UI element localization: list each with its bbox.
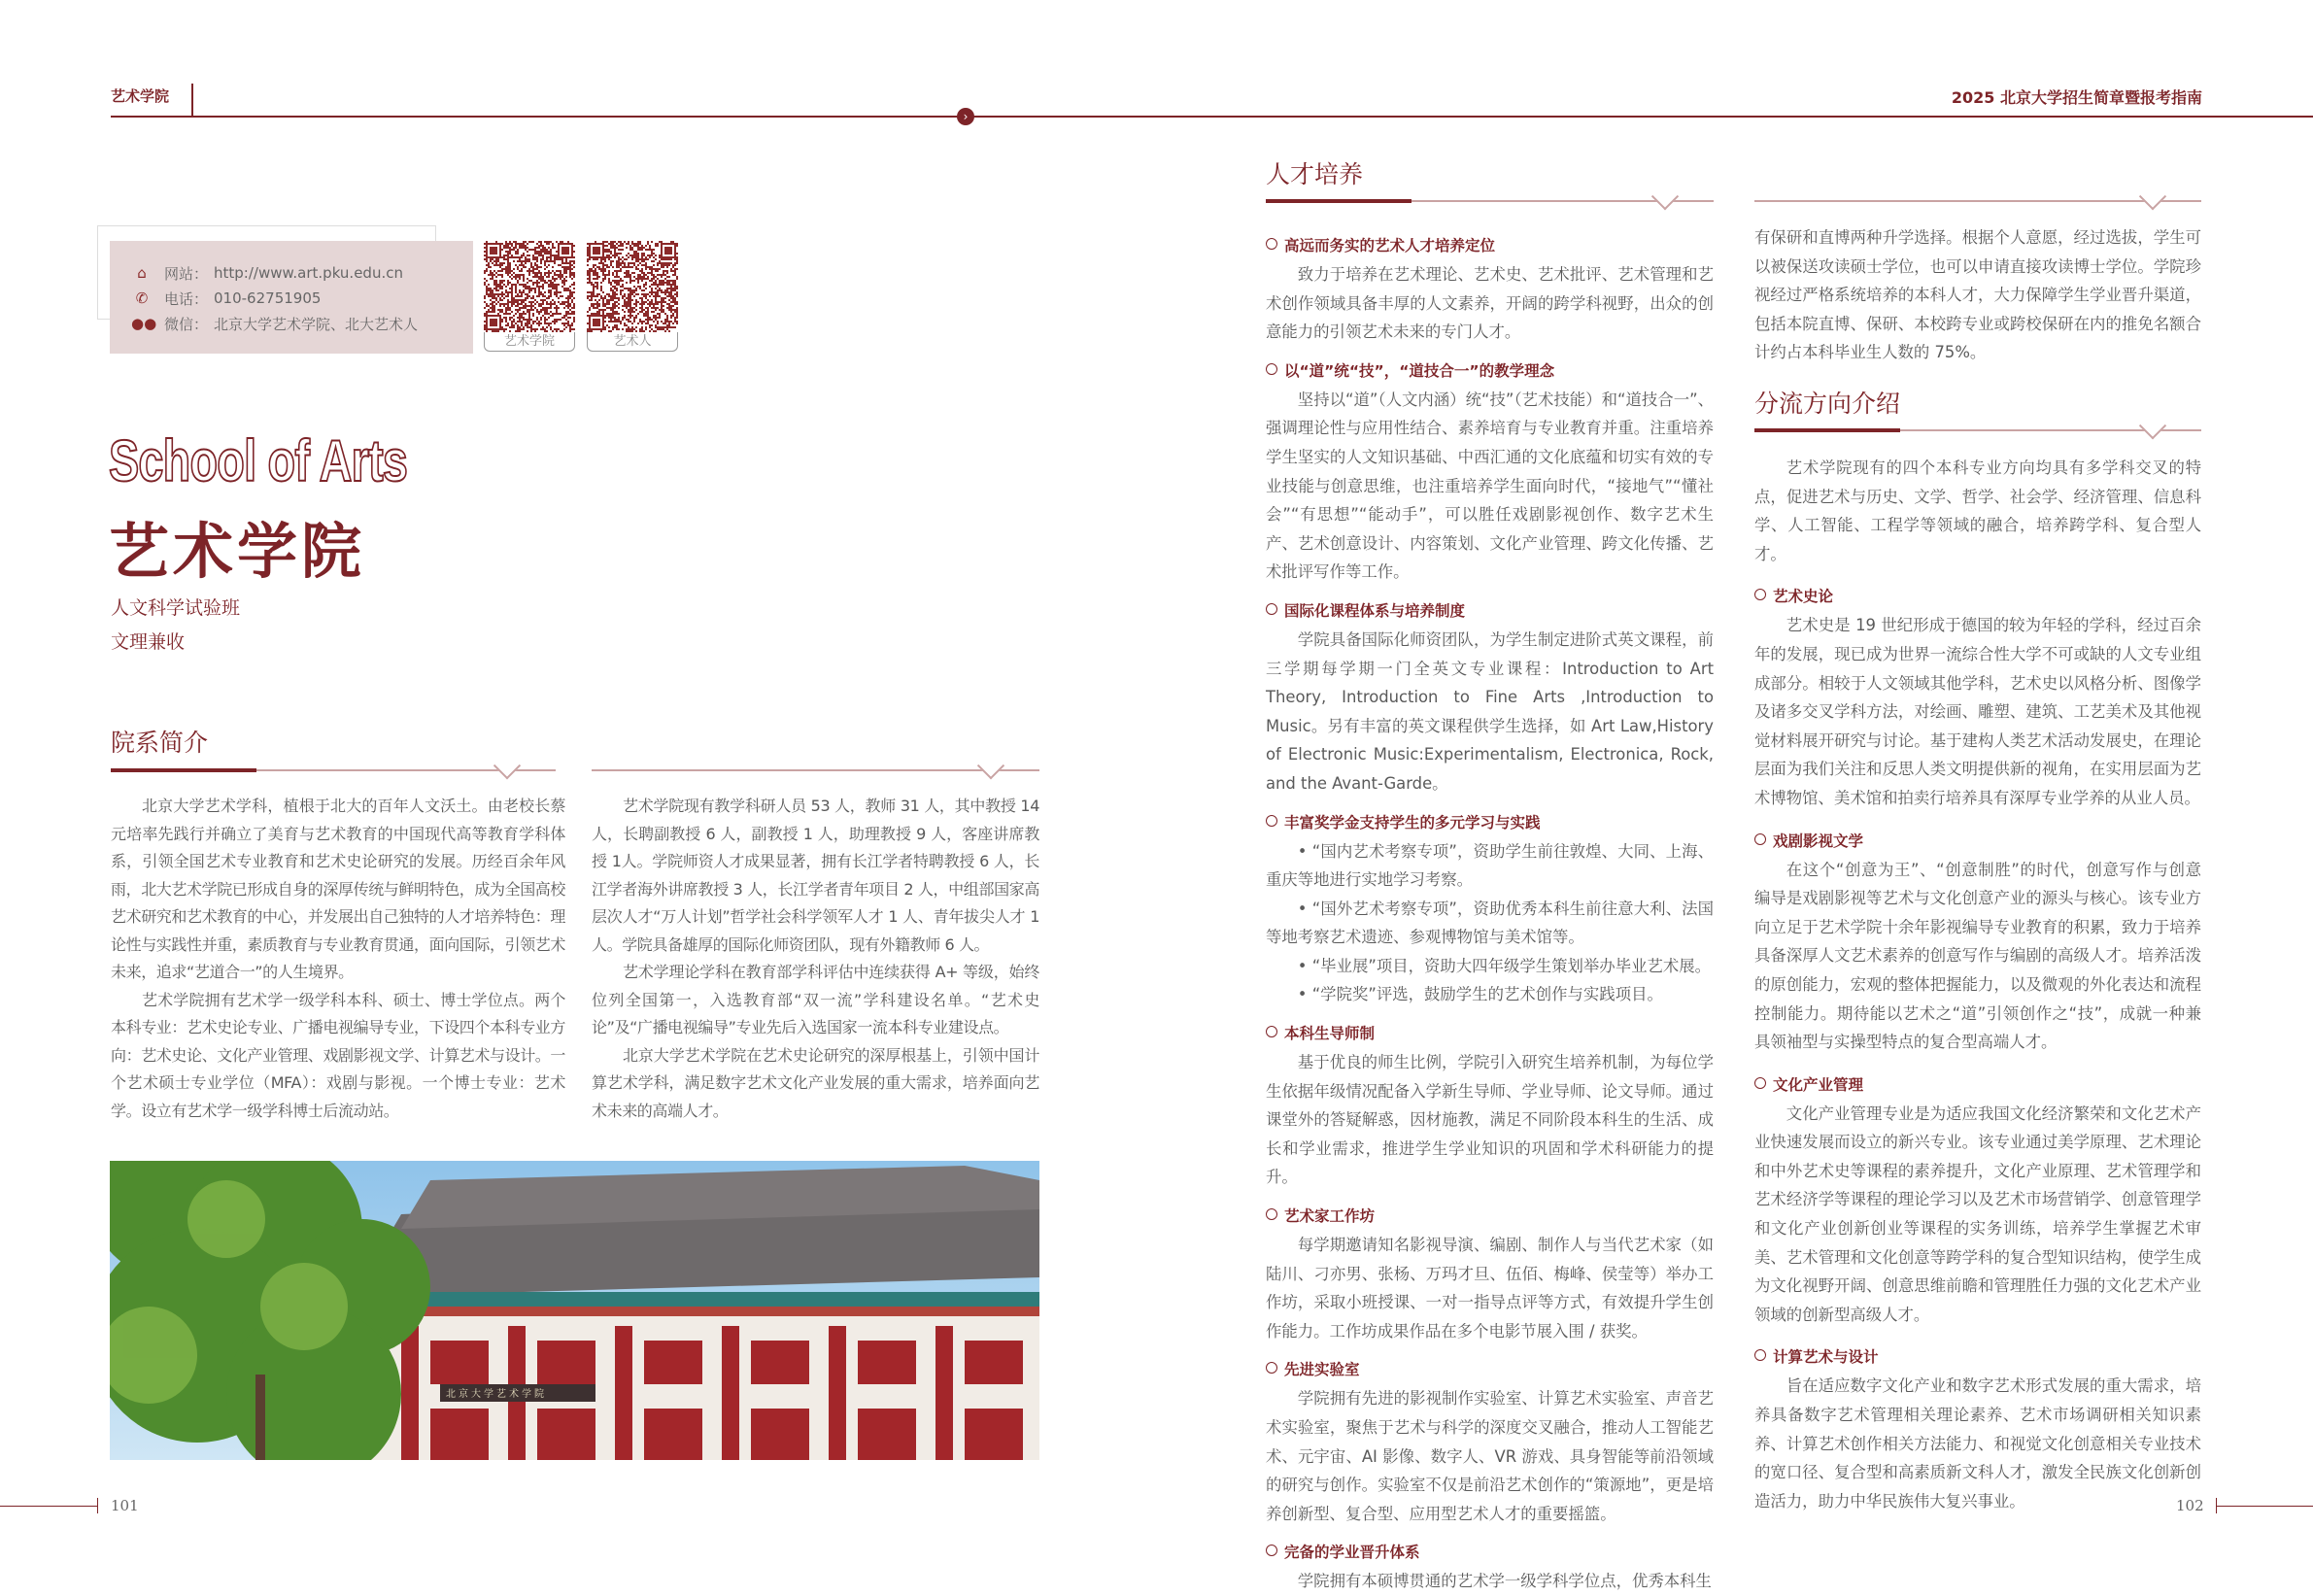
intro-column-2 — [592, 793, 1039, 1125]
talent-column — [1266, 221, 1714, 1596]
website-label: 网站： — [164, 264, 209, 283]
contact-phone — [131, 286, 473, 311]
phone-label: 电话： — [164, 289, 209, 308]
section-heading-talent: 人才培养 — [1266, 160, 1364, 188]
subsection-heading — [1266, 1540, 1714, 1565]
circle-bullet-icon — [1266, 363, 1277, 375]
subsection-heading — [1266, 810, 1714, 835]
contact-wechat — [131, 311, 473, 336]
subsection-heading — [1266, 598, 1714, 624]
contact-box — [110, 241, 473, 354]
subsection-title: 高远而务实的艺术人才培养定位 — [1284, 237, 1496, 255]
subsection-paragraph: 学院具备国际化师资团队，为学生制定进阶式英文课程，前三学期每学期一门全英文专业课程：Introduction to Art Theory, Introduction to Fine Arts ,Introduction to Music。另有丰富的英文课程供学生选择，如 Art Law,History of Electronic Music:Experimentalism, Electronica, Rock, and the Avant-Garde。 — [1266, 629, 1714, 793]
bullet-dot-icon: • — [1297, 956, 1312, 975]
subsection-title: 先进实验室 — [1284, 1361, 1360, 1379]
running-header-left: 艺术学院 — [111, 87, 170, 105]
subsection-heading — [1266, 1021, 1714, 1046]
subsection-title: 国际化课程体系与培养制度 — [1284, 601, 1466, 620]
section-rule — [1754, 429, 2201, 431]
campus-building-photo — [110, 1161, 1039, 1460]
bullet-text: “学院奖”评选，鼓励学生的艺术创作与实践项目。 — [1311, 985, 1663, 1004]
tracks-intro: 艺术学院现有的四个本科专业方向均具有多学科交叉的特点，促进艺术与历史、文学、哲学、社会学、经济管理、信息科学、人工智能、工程学等领域的融合，培养跨学科、复合型人才。 — [1754, 458, 2201, 563]
qr-label: 艺术学院 — [484, 332, 575, 352]
bullet-item — [1266, 980, 1714, 1009]
subsection-heading — [1754, 1072, 2201, 1098]
page-number-left: 101 — [111, 1497, 139, 1514]
section-rule — [1266, 200, 1714, 202]
subsection-paragraph: 文化产业管理专业是为适应我国文化经济繁荣和文化艺术产业快速发展而设立的新兴专业。该专业通过美学原理、艺术理论和中外艺术史等课程的素养提升，文化产业原理、艺术管理学和艺术经济学等课程的理论学习以及艺术市场营销学、创意管理学和文化产业创新创业等课程的实务训练，培养学生掌握艺术审美、艺术管理和文化创意等跨学科的复合型知识结构，使学生成为文化视野开阔、创意思维前瞻和管理胜任力强的文化艺术产业领域的创新型高级人才。 — [1754, 1104, 2201, 1324]
english-title: School of Arts — [109, 428, 408, 493]
program-tag: 人文科学试验班 — [111, 597, 241, 619]
subsection-paragraph: 致力于培养在艺术理论、艺术史、艺术批评、艺术管理和艺术创作领域具备丰厚的人文素养，开阔的跨学科视野，出众的创意能力的引领艺术未来的专门人才。 — [1266, 265, 1714, 342]
qr-code-icon — [587, 241, 678, 332]
wechat-icon: ●● — [131, 315, 157, 332]
bullet-dot-icon: • — [1297, 841, 1312, 861]
chevron-down-icon — [977, 752, 1004, 779]
intro-paragraph: 北京大学艺术学院在艺术史论研究的深厚根基上，引领中国计算艺术学科，满足数字艺术文化产业发展的重大需求，培养面向艺术未来的高端人才。 — [592, 1045, 1039, 1120]
qr-code-art-people[interactable] — [587, 241, 678, 354]
chevron-down-icon — [2139, 183, 2166, 210]
circle-bullet-icon — [1754, 1077, 1766, 1089]
intro-paragraph: 北京大学艺术学科，植根于北大的百年人文沃土。由老校长蔡元培率先践行并确立了美育与艺术教育的中国现代高等教育学科体系，引领全国艺术专业教育和艺术史论研究的发展。历经百余年风雨，北大艺术学院已形成自身的深厚传统与鲜明特色，成为全国高校艺术研究和艺术教育的中心，并发展出自己独特的人才培养特色：理论性与实践性并重，素质教育与专业教育贯通，面向国际，引领艺术未来，追求“艺道合一”的人生境界。 — [111, 797, 566, 981]
subsection-heading — [1754, 584, 2201, 609]
chevron-down-icon — [493, 752, 521, 779]
bullet-dot-icon: • — [1297, 985, 1312, 1004]
home-icon: ⌂ — [137, 264, 147, 282]
bullet-text: “国外艺术考察专项”，资助优秀本科生前往意大利、法国等地考察艺术遗迹、参观博物馆与美术馆等。 — [1266, 899, 1714, 947]
subsection-title: 以“道”统“技”，“道技合一”的教学理念 — [1284, 361, 1555, 380]
circle-bullet-icon — [1266, 815, 1277, 827]
qr-label: 艺术人 — [587, 332, 678, 352]
subsection-title: 戏剧影视文学 — [1773, 832, 1864, 850]
subsection-paragraph: 学院拥有本硕博贯通的艺术学一级学科学位点，优秀本科生 — [1297, 1572, 1712, 1591]
subsection-paragraph: 学院拥有先进的影视制作实验室、计算艺术实验室、声音艺术实验室，聚焦于艺术与科学的深度交叉融合，推动人工智能艺术、元宇宙、AI 影像、数字人、VR 游戏、具身智能等前沿领域的研究与创作。实验室不仅是前沿艺术创作的“策源地”，更是培养创新型、复合型、应用型艺术人才的重要摇篮。 — [1266, 1389, 1714, 1523]
subsection-title: 丰富奖学金支持学生的多元学习与实践 — [1284, 813, 1541, 832]
section-rule — [111, 769, 556, 771]
header-divider — [191, 84, 193, 117]
subsection-paragraph: 坚持以“道”（人文内涵）统“技”（艺术技能）和“道技合一”、强调理论性与应用性结合、素养培育与专业教育并重。注重培养学生坚实的人文知识基础、中西汇通的文化底蕴和切实有效的专业技能与创意思维，也注重培养学生面向时代，“接地气”“懂社会”“有思想”“能动手”，可以胜任戏剧影视创作、数字艺术生产、艺术创意设计、内容策划、文化产业管理、跨文化传播、艺术批评写作等工作。 — [1266, 390, 1714, 582]
phone-number: 010-62751905 — [214, 289, 322, 307]
subsection-heading — [1754, 829, 2201, 854]
footer-tick — [97, 1498, 98, 1513]
footer-rule — [2216, 1506, 2313, 1507]
talent-continuation: 有保研和直博两种升学选择。根据个人意愿，经过选拔，学生可以被保送攻读硕士学位，也可以申请直接攻读博士学位。学院珍视经过严格系统培养的本科人才，大力保障学生学业晋升渠道，包括本院直博、保研、本校跨专业或跨校保研在内的推免名额合计约占本科毕业生人数的 75%。 — [1754, 228, 2201, 362]
intro-paragraph: 艺术学院现有教学科研人员 53 人，教师 31 人，其中教授 14 人，长聘副教授 6 人，副教授 1 人，助理教授 9 人，客座讲席教授 1人。学院师资人才成果显著，拥有长江学者特聘教授 6 人，长江学者海外讲席教授 3 人，长江学者青年项目 2 人，中组部国家高层次人才“万人计划”哲学社会科学领军人才 1 人、青年拔尖人才 1 人。学院具备雄厚的国际化师资团队，现有外籍教师 6 人。 — [592, 797, 1039, 954]
subsection-paragraph: 旨在适应数字文化产业和数字艺术形式发展的重大需求，培养具备数字艺术管理相关理论素养、艺术市场调研相关知识素养、计算艺术创作相关方法能力、和视觉文化创意相关专业技术的宽口径、复合型和高素质新文科人才，激发全民族文化创新创造活力，助力中华民族伟大复兴事业。 — [1754, 1376, 2201, 1511]
circle-bullet-icon — [1266, 603, 1277, 615]
bullet-item — [1266, 895, 1714, 952]
subsection-heading — [1754, 1344, 2201, 1370]
subsection-paragraph: 艺术史是 19 世纪形成于德国的较为年轻的学科，经过百余年的发展，现已成为世界一流综合性大学不可或缺的人文专业组成部分。相较于人文领域其他学科，艺术史以风格分析、图像学及诸多交叉学科方法，对绘画、雕塑、建筑、工艺美术及其他视觉材料展开研究与讨论。基于建构人类艺术活动发展史，在理论层面为我们关注和反思人类文明提供新的视角，在实用层面为艺术博物馆、美术馆和拍卖行培养具有深厚专业学养的从业人员。 — [1754, 616, 2201, 807]
subsection-paragraph: 基于优良的师生比例，学院引入研究生培养机制，为每位学生依据年级情况配备入学新生导师、学业导师、论文导师。通过课堂外的答疑解惑，因材施教，满足不同阶段本科生的生活、成长和学业需求，推进学生学业知识的巩固和学术科研能力的提升。 — [1266, 1053, 1714, 1187]
wechat-accounts: 北京大学艺术学院、北大艺术人 — [214, 315, 419, 333]
subsection-title: 计算艺术与设计 — [1773, 1348, 1879, 1367]
header-rule — [111, 116, 2313, 118]
phone-icon: ✆ — [135, 289, 149, 307]
section-heading-tracks: 分流方向介绍 — [1754, 390, 1901, 418]
circle-bullet-icon — [1754, 589, 1766, 600]
subsection-title: 文化产业管理 — [1773, 1075, 1864, 1094]
section-rule — [1754, 200, 2201, 202]
subsection-title: 完备的学业晋升体系 — [1284, 1544, 1420, 1562]
chinese-title: 艺术学院 — [109, 516, 366, 587]
subsection-title: 本科生导师制 — [1284, 1025, 1376, 1043]
circle-bullet-icon — [1266, 1362, 1277, 1374]
qr-code-art-school[interactable] — [484, 241, 575, 354]
subsection-heading — [1266, 1357, 1714, 1382]
chevron-down-icon — [1651, 183, 1679, 210]
circle-bullet-icon — [1754, 833, 1766, 845]
contact-website — [131, 260, 473, 286]
circle-bullet-icon — [1266, 238, 1277, 250]
right-column — [1754, 223, 2201, 367]
page-number-right: 102 — [2176, 1497, 2204, 1514]
bullet-item — [1266, 952, 1714, 981]
circle-bullet-icon — [1754, 1349, 1766, 1361]
bullet-dot-icon: • — [1297, 899, 1312, 918]
wechat-label: 微信： — [164, 315, 209, 333]
subsection-title: 艺术家工作坊 — [1284, 1207, 1376, 1226]
subsection-heading — [1266, 358, 1714, 384]
chevron-right-icon: › — [957, 108, 974, 125]
subsection-paragraph: 每学期邀请知名影视导演、编剧、制作人与当代艺术家（如陆川、刁亦男、张杨、万玛才旦、伍佰、梅峰、侯莹等）举办工作坊，采取小班授课、一对一指导点评等方式，有效提升学生创作能力。工作坊成果作品在多个电影节展入围 / 获奖。 — [1266, 1236, 1714, 1341]
qr-code-icon — [484, 241, 575, 332]
footer-rule — [0, 1506, 97, 1507]
bullet-text: “毕业展”项目，资助大四年级学生策划举办毕业艺术展。 — [1311, 956, 1712, 975]
bullet-item — [1266, 837, 1714, 895]
admission-tag: 文理兼收 — [111, 631, 186, 653]
subsection-heading — [1266, 1204, 1714, 1229]
intro-paragraph: 艺术学理论学科在教育部学科评估中连续获得 A+ 等级，始终位列全国第一，入选教育部“双一流”学科建设名单。“艺术史论”及“广播电视编导”专业先后入选国家一流本科专业建设点。 — [592, 963, 1039, 1036]
subsection-title: 艺术史论 — [1773, 588, 1834, 606]
subsection-paragraph: 在这个“创意为王”、“创意制胜”的时代，创意写作与创意编导是戏剧影视等艺术与文化创意产业的源头与核心。该专业方向立足于艺术学院十余年影视编导专业教育的积累，致力于培养具备深厚人文艺术素养的创意写作与编剧的高级人才。培养活泼的原创能力，宏观的整体把握能力，以及微观的外化表达和流程控制能力。期待能以艺术之“道”引领创作之“技”，成就一种兼具领袖型与实操型特点的复合型高端人才。 — [1754, 860, 2201, 1052]
circle-bullet-icon — [1266, 1545, 1277, 1556]
circle-bullet-icon — [1266, 1026, 1277, 1037]
subsection-heading — [1266, 233, 1714, 258]
intro-column-1 — [111, 793, 565, 1125]
bullet-text: “国内艺术考察专项”，资助学生前往敦煌、大同、上海、重庆等地进行实地学习考察。 — [1266, 841, 1714, 890]
circle-bullet-icon — [1266, 1208, 1277, 1220]
tracks-column — [1754, 454, 2201, 1515]
building-sign: 北京大学艺术学院 — [446, 1389, 547, 1400]
running-header-right: 2025 北京大学招生简章暨报考指南 — [1951, 88, 2202, 107]
intro-paragraph: 艺术学院拥有艺术学一级学科本科、硕士、博士学位点。两个本科专业：艺术史论专业、广播电视编导专业，下设四个本科专业方向：艺术史论、文化产业管理、戏剧影视文学、计算艺术与设计。一个艺术硕士专业学位（MFA）：戏剧与影视。一个博士专业：艺术学。设立有艺术学一级学科博士后流动站。 — [111, 990, 566, 1120]
section-rule — [592, 769, 1039, 771]
website-link[interactable]: http://www.art.pku.edu.cn — [214, 264, 403, 282]
chevron-down-icon — [2139, 412, 2166, 439]
section-heading-intro: 院系简介 — [111, 729, 209, 757]
